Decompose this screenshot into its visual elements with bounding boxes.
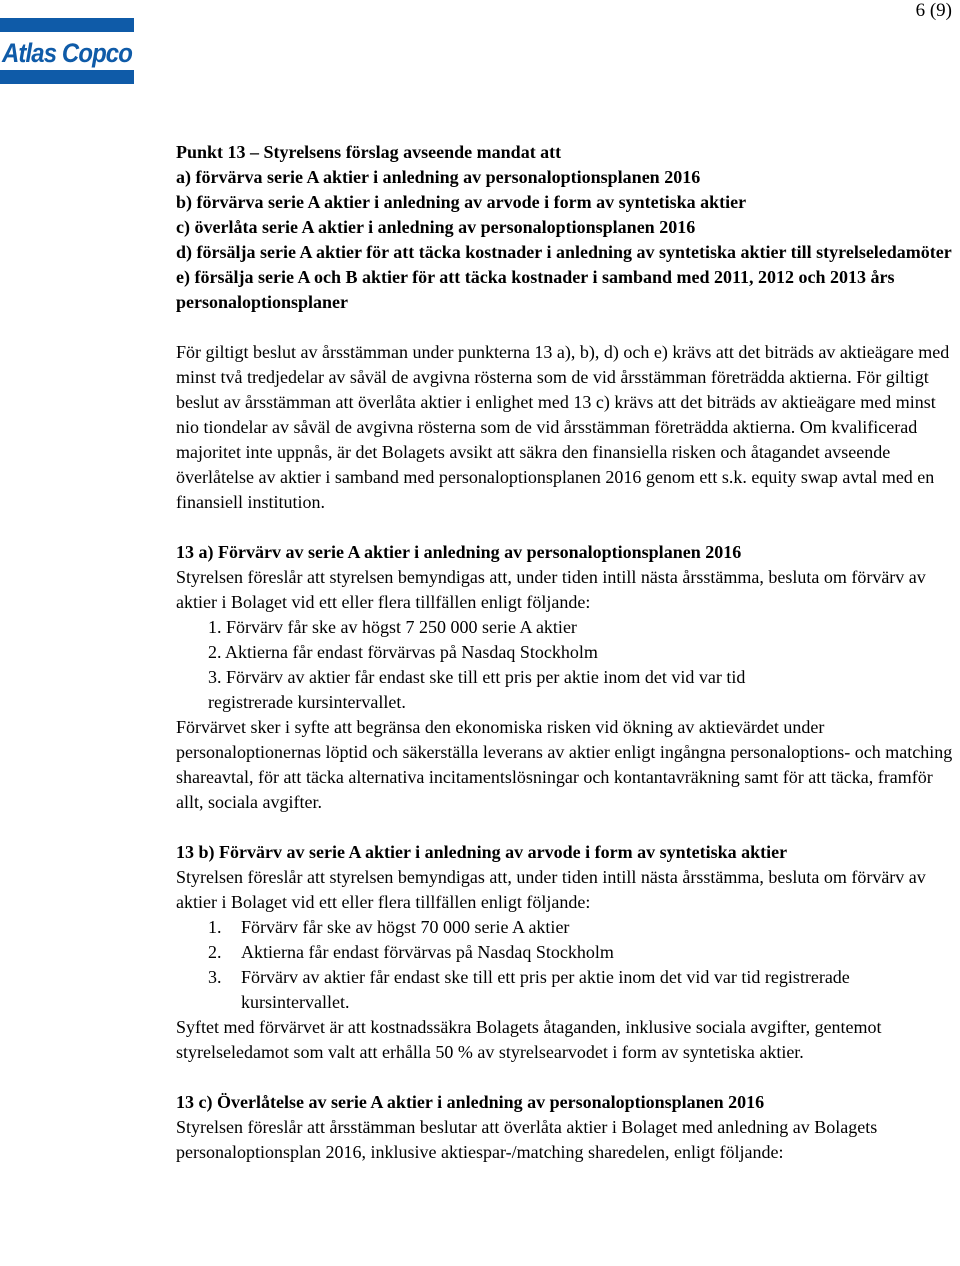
list-item <box>208 965 958 1015</box>
section-a-list <box>176 615 958 715</box>
list-item <box>208 915 958 940</box>
heading-line: d) försälja serie A aktier för att täcka kostnader i anledning av syntetiska aktier till styrelseledamöter <box>176 242 952 262</box>
heading-line: b) förvärva serie A aktier i anledning av arvode i form av syntetiska aktier <box>176 192 747 212</box>
svg-text:Atlas Copco: Atlas Copco <box>1 38 133 68</box>
heading-line: Punkt 13 – Styrelsens förslag avseende mandat att <box>176 142 562 162</box>
intro-paragraph: För giltigt beslut av årsstämman under punkterna 13 a), b), d) och e) krävs att det biträds av aktieägare med minst två tredjedelar av såväl de avgivna rösterna som de vid årsstämman företrädda aktierna. För giltigt beslut av årsstämman att överlåta aktier i enlighet med 13 c) krävs att det biträds av aktieägare med minst nio tiondelar av såväl de avgivna rösterna som de vid årsstämman företrädda aktierna. Om kvalificerad majoritet inte uppnås, är det Bolagets avsikt att säkra den finansiella risken och åtagandet avseende överlåtelse av aktier i samband med personaloptionsplanen 2016 genom ett s.k. equity swap avtal med en finansiell institution. <box>176 342 950 512</box>
list-item: registrerade kursintervallet. <box>208 692 406 712</box>
section-a-lead: Styrelsen föreslår att styrelsen bemyndigas att, under tiden intill nästa årsstämma, besluta om förvärv av aktier i Bolaget vid ett eller flera tillfällen enligt följande: <box>176 567 926 612</box>
heading-line: c) överlåta serie A aktier i anledning av personaloptionsplanen 2016 <box>176 217 696 237</box>
section-a-closing: Förvärvet sker i syfte att begränsa den ekonomiska risken vid ökning av aktievärdet under personaloptionernas löptid och säkerställa leverans av aktier enligt ingångna personaloptions- och matching shareavtal, för att täcka alternativa incitamentslösningar och kontantavräkning samt för att täcka, framför allt, sociala avgifter. <box>176 717 953 812</box>
list-item: 1. Förvärv får ske av högst 7 250 000 serie A aktier <box>208 617 577 637</box>
heading-line: e) försälja serie A och B aktier för att täcka kostnader i samband med 2011, 2012 och 2013 års personaloptionsplaner <box>176 267 895 312</box>
list-number: 1. <box>208 917 222 937</box>
section-b-lead: Styrelsen föreslår att styrelsen bemyndigas att, under tiden intill nästa årsstämma, besluta om förvärv av aktier i Bolaget vid ett eller flera tillfällen enligt följande: <box>176 867 926 912</box>
list-number: 2. <box>208 942 222 962</box>
document-body <box>176 140 958 1165</box>
page-number: 6 (9) <box>915 0 952 21</box>
list-item: 3. Förvärv av aktier får endast ske till ett pris per aktie inom det vid var tid <box>208 667 746 687</box>
section-b-closing: Syftet med förvärvet är att kostnadssäkra Bolagets åtaganden, inklusive sociala avgifter, gentemot styrelseledamot som valt att erhålla 50 % av styrelsearvodet i form av syntetiska aktier. <box>176 1017 882 1062</box>
list-item <box>208 940 958 965</box>
list-text: Förvärv får ske av högst 70 000 serie A aktier <box>241 917 570 937</box>
section-b-title: 13 b) Förvärv av serie A aktier i anledning av arvode i form av syntetiska aktier <box>176 842 788 862</box>
list-text: Förvärv av aktier får endast ske till ett pris per aktie inom det vid var tid registrerade kursintervallet. <box>241 967 850 1012</box>
heading-line: a) förvärva serie A aktier i anledning av personaloptionsplanen 2016 <box>176 167 701 187</box>
section-a-title: 13 a) Förvärv av serie A aktier i anledning av personaloptionsplanen 2016 <box>176 542 742 562</box>
list-text: Aktierna får endast förvärvas på Nasdaq Stockholm <box>241 942 614 962</box>
list-number: 3. <box>208 967 222 987</box>
section-c-title: 13 c) Överlåtelse av serie A aktier i anledning av personaloptionsplanen 2016 <box>176 1092 765 1112</box>
main-heading <box>176 140 958 315</box>
atlas-copco-logo <box>0 18 134 84</box>
section-b-list <box>176 915 958 1015</box>
list-item: 2. Aktierna får endast förvärvas på Nasdaq Stockholm <box>208 642 598 662</box>
section-c-lead: Styrelsen föreslår att årsstämman beslutar att överlåta aktier i Bolaget med anledning av Bolagets personaloptionsplan 2016, inklusive aktiespar-/matching sharedelen, enligt följande: <box>176 1117 878 1162</box>
